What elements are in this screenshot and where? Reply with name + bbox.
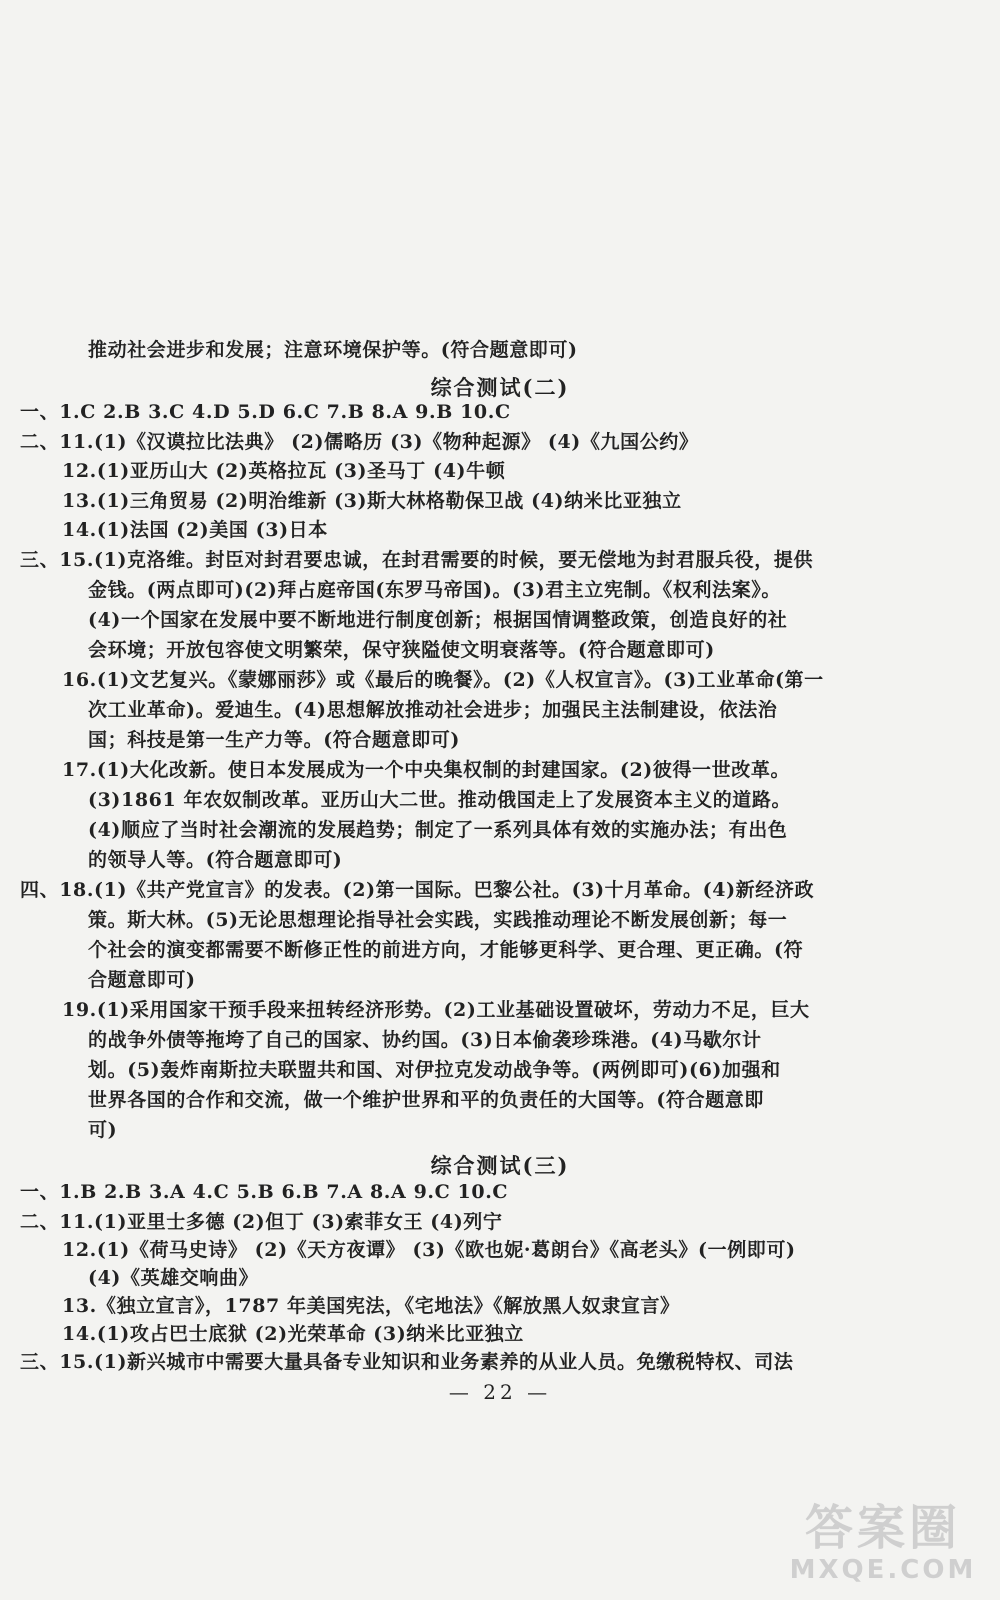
text-line: 12.(1)亚历山大 (2)英格拉瓦 (3)圣马丁 (4)牛顿 bbox=[62, 460, 506, 482]
text-line: (4)《英雄交响曲》 bbox=[88, 1267, 259, 1289]
text-line: 13.《独立宣言》，1787 年美国宪法，《宅地法》《解放黑人奴隶宣言》 bbox=[62, 1295, 680, 1317]
text-line: 的领导人等。(符合题意即可) bbox=[88, 849, 343, 871]
text-line: 二、11.(1)亚里士多德 (2)但丁 (3)索菲女王 (4)列宁 bbox=[20, 1211, 503, 1233]
text-line: 二、11.(1)《汉谟拉比法典》 (2)儒略历 (3)《物种起源》 (4)《九国公约》 bbox=[20, 431, 699, 453]
text-line: 推动社会进步和发展；注意环境保护等。(符合题意即可) bbox=[88, 339, 578, 361]
text-line: 一、1.B 2.B 3.A 4.C 5.B 6.B 7.A 8.A 9.C 10.C bbox=[20, 1181, 509, 1203]
text-line: 个社会的演变都需要不断修正性的前进方向，才能够更科学、更合理、更正确。(符 bbox=[88, 939, 804, 961]
text-line: 14.(1)攻占巴士底狱 (2)光荣革命 (3)纳米比亚独立 bbox=[62, 1323, 524, 1345]
text-line: (4)一个国家在发展中要不断地进行制度创新；根据国情调整政策，创造良好的社 bbox=[88, 609, 788, 631]
text-line: 世界各国的合作和交流，做一个维护世界和平的负责任的大国等。(符合题意即 bbox=[88, 1089, 764, 1111]
text-line: 次工业革命)。爱迪生。(4)思想解放推动社会进步；加强民主法制建设，依法治 bbox=[88, 699, 778, 721]
text-line: 金钱。(两点即可)(2)拜占庭帝国(东罗马帝国)。(3)君主立宪制。《权利法案》。 bbox=[88, 579, 781, 601]
text-line: 三、15.(1)新兴城市中需要大量具备专业知识和业务素养的从业人员。免缴税特权、司法 bbox=[20, 1351, 794, 1373]
text-line: (4)顺应了当时社会潮流的发展趋势；制定了一系列具体有效的实施办法；有出色 bbox=[88, 819, 788, 841]
text-line: 13.(1)三角贸易 (2)明治维新 (3)斯大林格勒保卫战 (4)纳米比亚独立 bbox=[62, 490, 682, 512]
page-number: — 22 — bbox=[448, 1380, 552, 1404]
text-line: 国；科技是第一生产力等。(符合题意即可) bbox=[88, 729, 460, 751]
text-line: 的战争外债等拖垮了自己的国家、协约国。(3)日本偷袭珍珠港。(4)马歇尔计 bbox=[88, 1029, 762, 1051]
text-line: 四、18.(1)《共产党宣言》的发表。(2)第一国际。巴黎公社。(3)十月革命。(4)新经济政 bbox=[20, 879, 815, 901]
watermark-title: 答案圈 bbox=[804, 1500, 961, 1556]
text-line: 19.(1)采用国家干预手段来扭转经济形势。(2)工业基础设置破坏，劳动力不足，巨大 bbox=[62, 999, 810, 1021]
section-heading-test-3: 综合测试(三) bbox=[430, 1153, 570, 1178]
text-line: 14.(1)法国 (2)美国 (3)日本 bbox=[62, 519, 328, 541]
text-line: 12.(1)《荷马史诗》 (2)《天方夜谭》 (3)《欧也妮·葛朗台》《高老头》(一例即可) bbox=[62, 1239, 796, 1261]
text-line: 划。(5)轰炸南斯拉夫联盟共和国、对伊拉克发动战争等。(两例即可)(6)加强和 bbox=[88, 1059, 781, 1081]
text-line: 策。斯大林。(5)无论思想理论指导社会实践，实践推动理论不断发展创新；每一 bbox=[88, 909, 788, 931]
watermark-logo bbox=[778, 1500, 988, 1590]
text-line: (3)1861 年农奴制改革。亚历山大二世。推动俄国走上了发展资本主义的道路。 bbox=[88, 789, 792, 811]
text-line: 16.(1)文艺复兴。《蒙娜丽莎》或《最后的晚餐》。(2)《人权宣言》。(3)工业革命(第一 bbox=[62, 669, 824, 691]
section-heading-test-2: 综合测试(二) bbox=[430, 375, 570, 400]
text-line: 17.(1)大化改新。使日本发展成为一个中央集权制的封建国家。(2)彼得一世改革。 bbox=[62, 759, 791, 781]
text-line: 一、1.C 2.B 3.C 4.D 5.D 6.C 7.B 8.A 9.B 10.C bbox=[20, 401, 511, 423]
text-line: 三、15.(1)克洛维。封臣对封君要忠诚，在封君需要的时候，要无偿地为封君服兵役，提供 bbox=[20, 549, 814, 571]
text-line: 合题意即可) bbox=[88, 969, 196, 991]
watermark-url: MXQE.COM bbox=[789, 1555, 977, 1585]
text-line: 可) bbox=[88, 1119, 118, 1141]
text-line: 会环境；开放包容使文明繁荣，保守狭隘使文明衰落等。(符合题意即可) bbox=[88, 639, 715, 661]
